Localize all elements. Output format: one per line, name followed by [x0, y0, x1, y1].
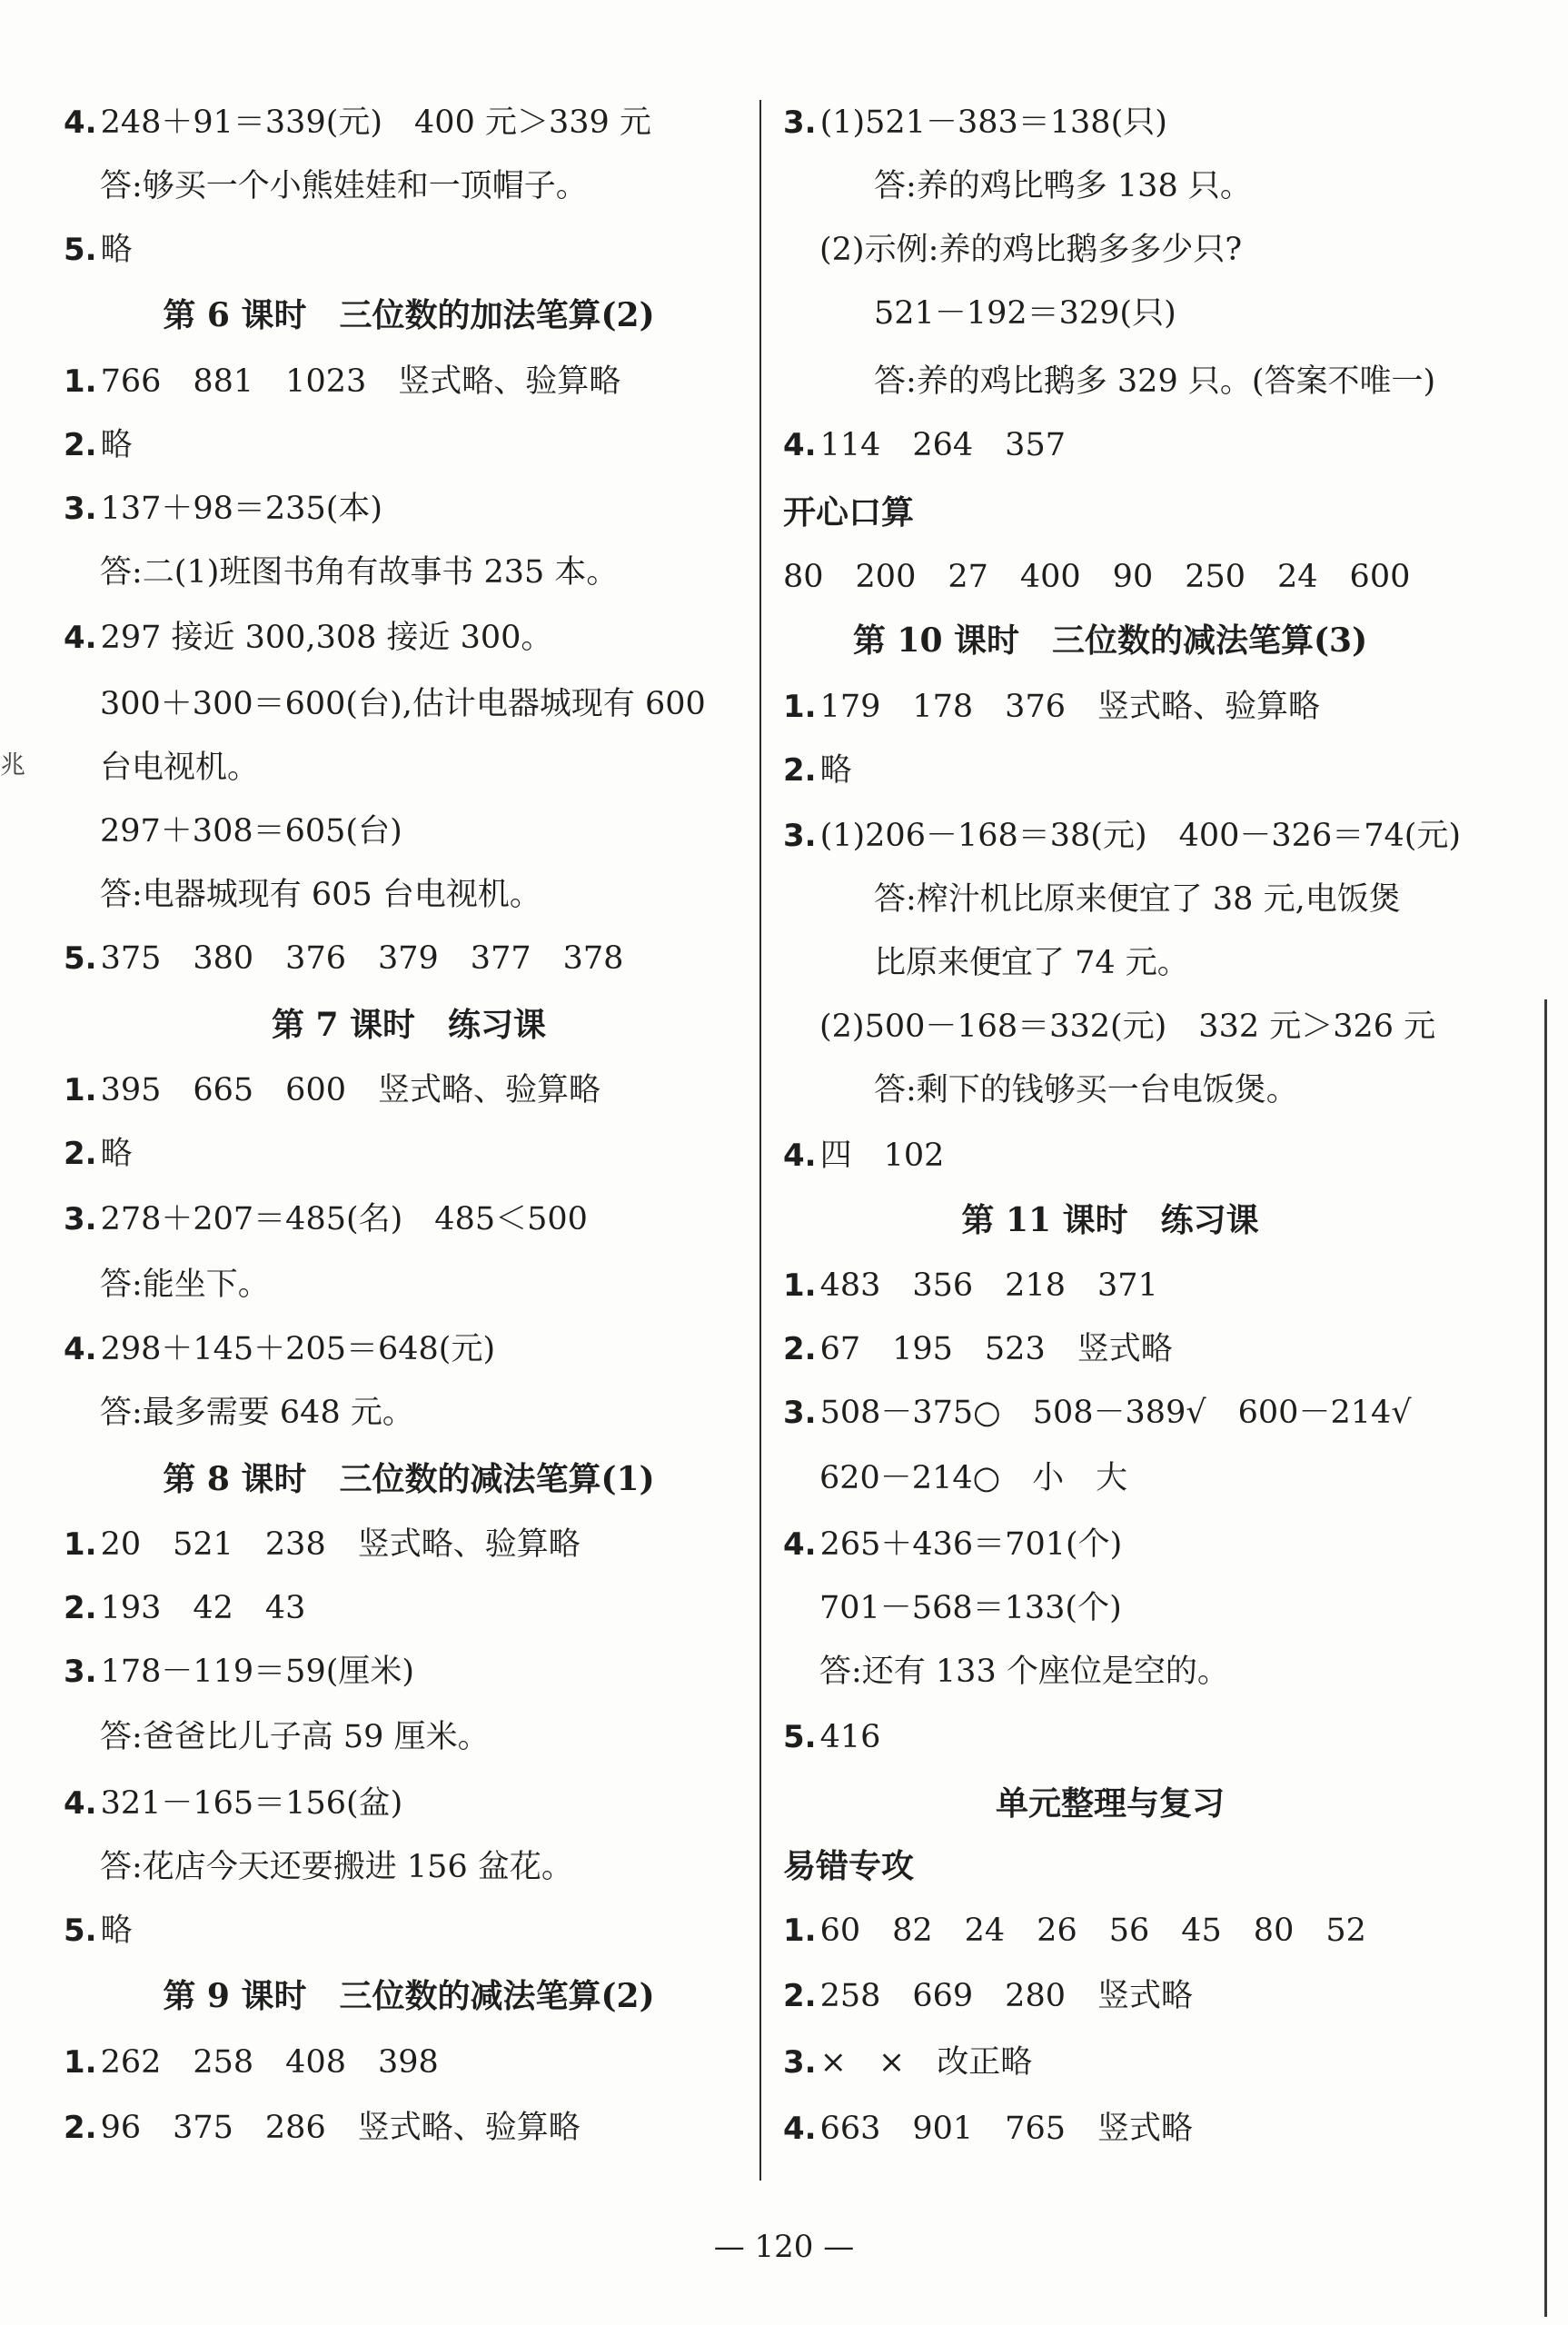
answer-item: [64, 227, 133, 273]
item-number: 5.: [64, 232, 97, 268]
section-heading: 第 10 课时 三位数的减法笔算(3): [852, 621, 1368, 660]
sub-heading: 易错专攻: [783, 1848, 915, 1885]
item-text: 248＋91＝339(元) 400 元＞339 元: [100, 104, 651, 141]
item-number: 4.: [64, 1331, 97, 1367]
section-heading: 单元整理与复习: [995, 1784, 1225, 1823]
answer-line: 答:爸爸比儿子高 59 厘米。: [100, 1719, 490, 1755]
answer-item: [64, 359, 620, 404]
answer-line: 答:最多需要 648 元。: [100, 1395, 414, 1431]
item-text: 265＋436＝701(个): [819, 1526, 1123, 1563]
item-text: 96 375 286 竖式略、验算略: [100, 2110, 581, 2146]
answer-item: [783, 1390, 1412, 1436]
item-number: 3.: [783, 104, 817, 141]
answer-line: (2)示例:养的鸡比鹅多多少只?: [819, 232, 1243, 268]
item-number: 2.: [64, 2110, 97, 2146]
item-text: 395 665 600 竖式略、验算略: [100, 1072, 600, 1108]
item-number: 1.: [64, 1526, 97, 1563]
answer-line: 比原来便宜了 74 元。: [874, 945, 1189, 981]
item-text: 略: [819, 752, 852, 789]
answer-item: [783, 1522, 1122, 1567]
item-text: 298＋145＋205＝648(元): [100, 1331, 496, 1367]
answer-line: 297＋308＝605(台): [100, 813, 402, 850]
answer-item: [783, 100, 1167, 145]
item-text: 67 195 523 竖式略: [819, 1331, 1173, 1367]
section-heading: 第 9 课时 三位数的减法笔算(2): [163, 1977, 655, 2015]
item-text: 508－375○ 508－389√ 600－214√: [819, 1395, 1412, 1431]
item-number: 2.: [64, 1136, 97, 1172]
item-text: 略: [100, 1913, 133, 1949]
item-text: (1)206－168＝38(元) 400－326＝74(元): [819, 818, 1462, 854]
item-text: 略: [100, 427, 133, 463]
answer-item: [783, 1133, 944, 1178]
item-text: 略: [100, 232, 133, 268]
answer-line: 答:电器城现有 605 台电视机。: [100, 877, 541, 913]
item-text: 193 42 43: [100, 1590, 306, 1626]
item-text: 321－165＝156(盆): [100, 1785, 403, 1822]
item-text: 258 669 280 竖式略: [819, 1978, 1193, 2014]
item-number: 4.: [783, 1526, 817, 1563]
column-divider: [759, 100, 761, 2181]
item-number: 2.: [64, 1590, 97, 1626]
answer-line: 答:榨汁机比原来便宜了 38 元,电饭煲: [874, 881, 1401, 918]
item-text: 179 178 376 竖式略、验算略: [819, 689, 1320, 725]
item-number: 4.: [783, 427, 817, 463]
item-number: 1.: [783, 689, 817, 725]
item-text: 114 264 357: [819, 427, 1066, 463]
answer-item: [64, 615, 552, 661]
item-number: 4.: [64, 104, 97, 141]
item-text: 297 接近 300,308 接近 300。: [100, 620, 553, 656]
stray-mark: 兆: [0, 750, 26, 780]
answer-item: [64, 100, 651, 145]
answer-item: [64, 1585, 305, 1631]
item-number: 5.: [783, 1719, 817, 1755]
item-number: 4.: [64, 620, 97, 656]
answer-item: [783, 2040, 1032, 2085]
item-number: 4.: [783, 1138, 817, 1174]
sub-heading: 开心口算: [783, 494, 915, 532]
answer-item: [64, 936, 623, 981]
item-number: 1.: [64, 1072, 97, 1108]
answer-item: [64, 1131, 133, 1177]
answer-item: [783, 2106, 1193, 2151]
answer-line: 521－192＝329(只): [874, 295, 1176, 332]
answer-line: 80 200 27 400 90 250 24 600: [783, 559, 1411, 595]
item-number: 3.: [783, 2044, 817, 2081]
item-number: 2.: [783, 752, 817, 789]
item-text: 416: [819, 1719, 881, 1755]
answer-line: (2)500－168＝332(元) 332 元＞326 元: [819, 1008, 1436, 1045]
answer-item: [64, 486, 382, 532]
item-number: 3.: [64, 1654, 97, 1690]
answer-item: [64, 1908, 133, 1953]
answer-item: [783, 1908, 1366, 1953]
answer-line: 答:养的鸡比鸭多 138 只。: [874, 168, 1252, 204]
item-number: 4.: [64, 1785, 97, 1822]
item-number: 1.: [64, 363, 97, 400]
item-text: 178－119＝59(厘米): [100, 1654, 415, 1690]
item-text: 四 102: [819, 1138, 945, 1174]
answer-item: [783, 422, 1066, 468]
answer-line: 620－214○ 小 大: [819, 1460, 1128, 1496]
item-text: × × 改正略: [819, 2044, 1033, 2081]
item-number: 5.: [64, 1913, 97, 1949]
answer-item: [64, 1068, 600, 1113]
page-number: — 120 —: [713, 2229, 855, 2265]
answer-line: 答:能坐下。: [100, 1267, 270, 1303]
item-text: 137＋98＝235(本): [100, 491, 383, 527]
item-number: 2.: [64, 427, 97, 463]
answer-item: [64, 1197, 588, 1242]
item-text: 略: [100, 1136, 133, 1172]
item-text: 766 881 1023 竖式略、验算略: [100, 363, 621, 400]
section-heading: 第 6 课时 三位数的加法笔算(2): [163, 296, 655, 334]
answer-line: 701－568＝133(个): [819, 1590, 1122, 1626]
answer-line: 答:剩下的钱够买一台电饭煲。: [874, 1072, 1298, 1108]
answer-line: 答:还有 133 个座位是空的。: [819, 1654, 1229, 1690]
item-number: 3.: [64, 1201, 97, 1237]
answer-line: 答:够买一个小熊娃娃和一顶帽子。: [100, 168, 588, 204]
answer-item: [783, 813, 1461, 859]
answer-item: [783, 1263, 1158, 1308]
item-text: 262 258 408 398: [100, 2044, 439, 2081]
section-heading: 第 8 课时 三位数的减法笔算(1): [163, 1460, 655, 1498]
item-number: 2.: [783, 1978, 817, 2014]
answer-item: [64, 2040, 439, 2085]
item-number: 5.: [64, 940, 97, 977]
section-heading: 第 7 课时 练习课: [271, 1006, 547, 1044]
section-heading: 第 11 课时 练习课: [961, 1201, 1259, 1239]
item-text: 60 82 24 26 56 45 80 52: [819, 1913, 1366, 1949]
answer-line: 300＋300＝600(台),估计电器城现有 600: [100, 686, 706, 722]
item-number: 4.: [783, 2111, 817, 2147]
item-number: 1.: [783, 1267, 817, 1304]
answer-line: 答:二(1)班图书角有故事书 235 本。: [100, 554, 619, 591]
answer-item: [783, 748, 852, 793]
item-text: (1)521－383＝138(只): [819, 104, 1167, 141]
item-number: 2.: [783, 1331, 817, 1367]
item-text: 375 380 376 379 377 378: [100, 940, 624, 977]
answer-item: [64, 422, 133, 468]
item-number: 3.: [783, 1395, 817, 1431]
item-text: 663 901 765 竖式略: [819, 2111, 1193, 2147]
page-edge-line: [1544, 999, 1547, 2317]
item-number: 3.: [783, 818, 817, 854]
item-text: 20 521 238 竖式略、验算略: [100, 1526, 581, 1563]
answer-item: [783, 1714, 880, 1760]
answer-line: 台电视机。: [100, 750, 260, 786]
answer-line: 答:养的鸡比鹅多 329 只。(答案不唯一): [874, 363, 1436, 400]
item-number: 3.: [64, 491, 97, 527]
answer-item: [64, 1522, 581, 1567]
item-text: 278＋207＝485(名) 485＜500: [100, 1201, 588, 1237]
answer-item: [64, 1326, 495, 1372]
answer-item: [64, 2105, 581, 2151]
answer-item: [64, 1649, 414, 1694]
item-text: 483 356 218 371: [819, 1267, 1158, 1304]
answer-item: [783, 1973, 1193, 2019]
answer-item: [783, 1326, 1173, 1372]
item-number: 1.: [783, 1913, 817, 1949]
answer-line: 答:花店今天还要搬进 156 盆花。: [100, 1849, 573, 1885]
item-number: 1.: [64, 2044, 97, 2081]
answer-item: [783, 684, 1320, 730]
answer-item: [64, 1781, 402, 1826]
